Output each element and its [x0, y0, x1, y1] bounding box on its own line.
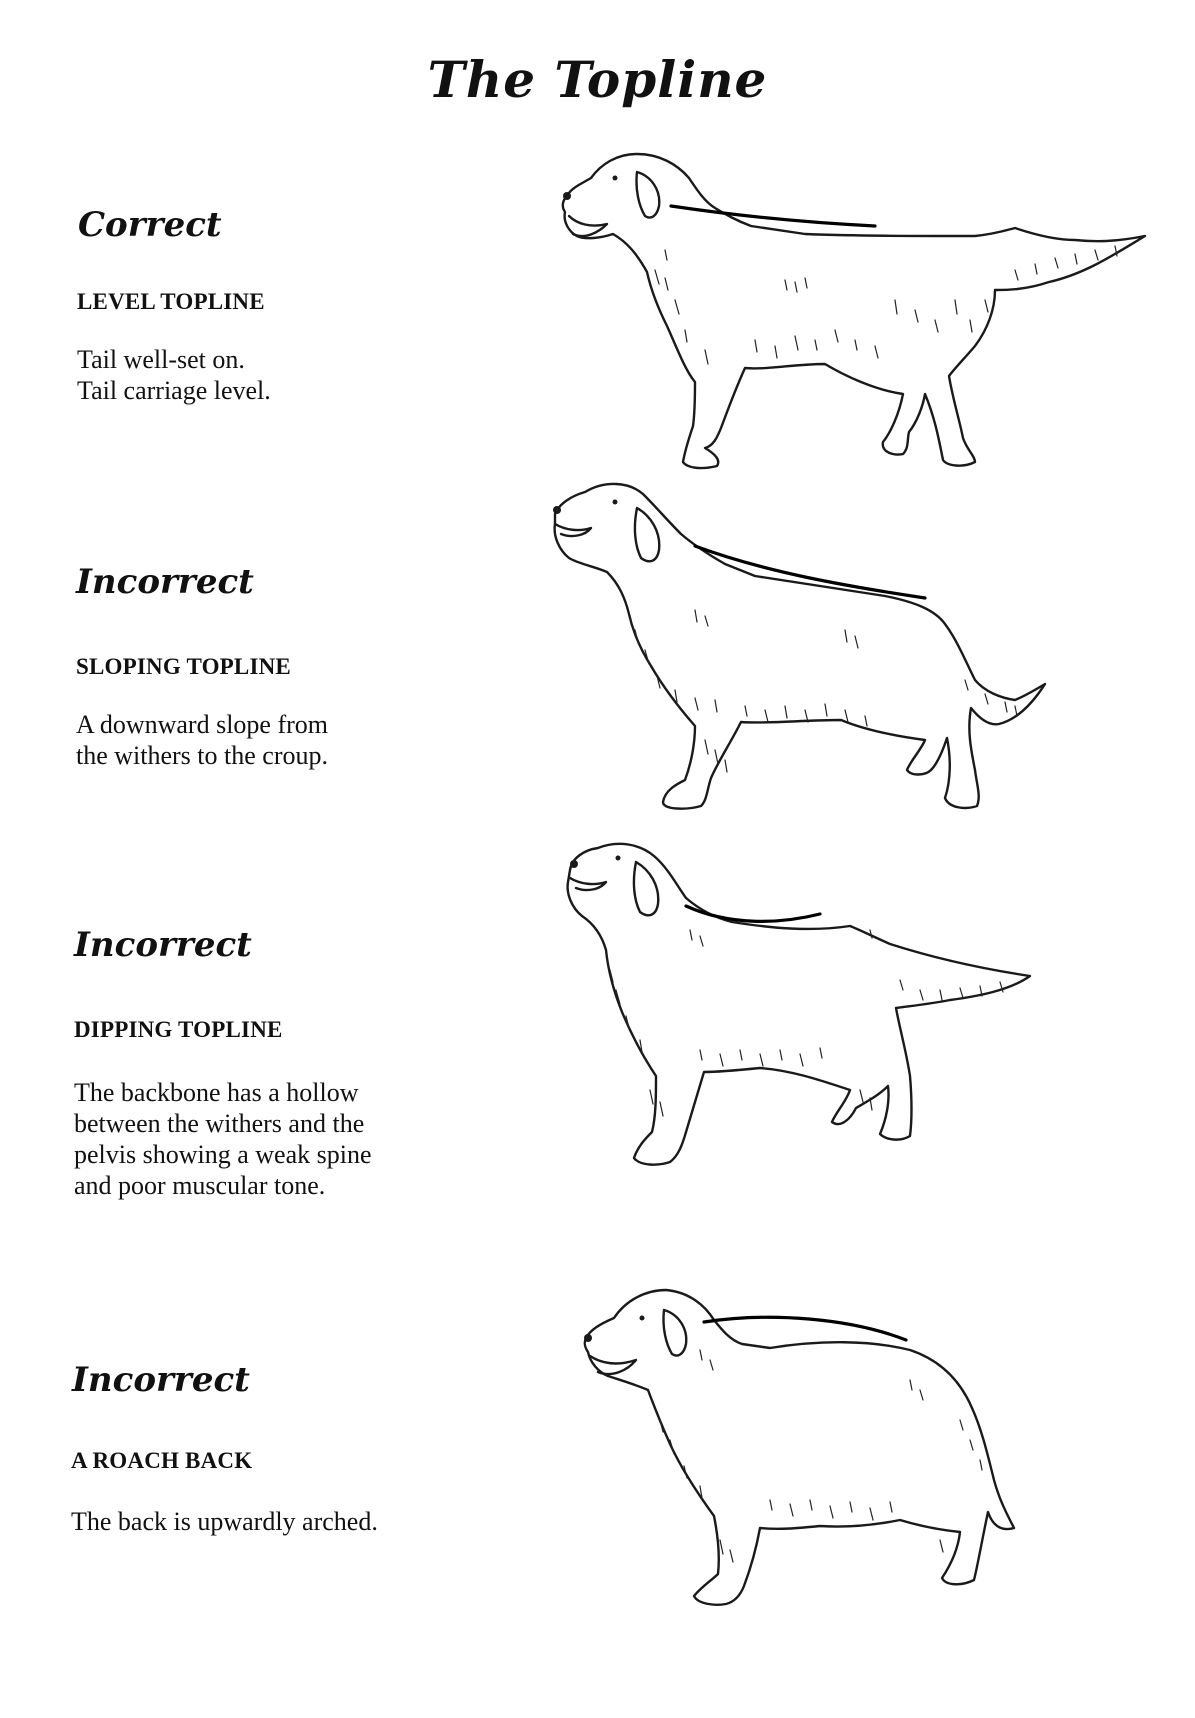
dog-nose [563, 192, 571, 200]
fur-strokes [655, 246, 1117, 364]
fur-strokes [610, 930, 1003, 1116]
dog-illustration-dipping-topline [560, 840, 1160, 1190]
topline-marker [671, 206, 875, 226]
dog-ear [636, 172, 659, 218]
dog-eye [613, 500, 618, 505]
verdict-label: Correct [78, 205, 222, 245]
fur-strokes [660, 1350, 982, 1562]
dog-ear [635, 508, 659, 561]
page-title: The Topline [427, 50, 768, 109]
description-line: A downward slope from [76, 710, 329, 739]
dog-outline [555, 484, 1045, 809]
topline-type-label: DIPPING TOPLINE [74, 1017, 283, 1042]
description-line: between the withers and the [74, 1109, 365, 1138]
dog-mouth [569, 216, 607, 236]
description [77, 344, 271, 406]
dog-nose [584, 1334, 592, 1342]
dog-illustration-level-topline [555, 150, 1155, 500]
dog-ear [634, 862, 658, 915]
description [71, 1506, 378, 1537]
dog-outline [563, 154, 1145, 468]
topline-marker [695, 546, 925, 598]
dog-outline [585, 1290, 1014, 1605]
dog-ear [663, 1310, 686, 1356]
dog-outline [568, 844, 1030, 1165]
dog-mouth [555, 524, 591, 536]
topline-type-label: A ROACH BACK [71, 1448, 253, 1473]
description-line: The back is upwardly arched. [71, 1507, 378, 1536]
topline-marker [704, 1317, 906, 1340]
description-line: and poor muscular tone. [74, 1171, 326, 1200]
description-line: Tail carriage level. [77, 376, 271, 405]
dog-eye [616, 856, 621, 861]
description-line: The backbone has a hollow [74, 1078, 359, 1107]
topline-type-label: SLOPING TOPLINE [76, 654, 291, 679]
dog-eye [640, 1316, 645, 1321]
description [76, 709, 328, 771]
dog-eye [613, 176, 618, 181]
dog-mouth [570, 878, 606, 890]
verdict-label: Incorrect [74, 925, 252, 965]
verdict-label: Incorrect [72, 1360, 250, 1400]
dog-mouth [590, 1356, 636, 1374]
dog-nose [570, 860, 578, 868]
verdict-label: Incorrect [76, 562, 254, 602]
dog-nose [553, 506, 561, 514]
topline-marker [686, 906, 820, 921]
description-line: pelvis showing a weak spine [74, 1140, 372, 1169]
description-line: Tail well-set on. [77, 345, 245, 374]
topline-type-label: LEVEL TOPLINE [77, 289, 265, 314]
dog-illustration-roach-back [580, 1280, 1060, 1610]
description-line: the withers to the croup. [76, 741, 328, 770]
dog-illustration-sloping-topline [545, 480, 1145, 830]
description [74, 1077, 372, 1201]
